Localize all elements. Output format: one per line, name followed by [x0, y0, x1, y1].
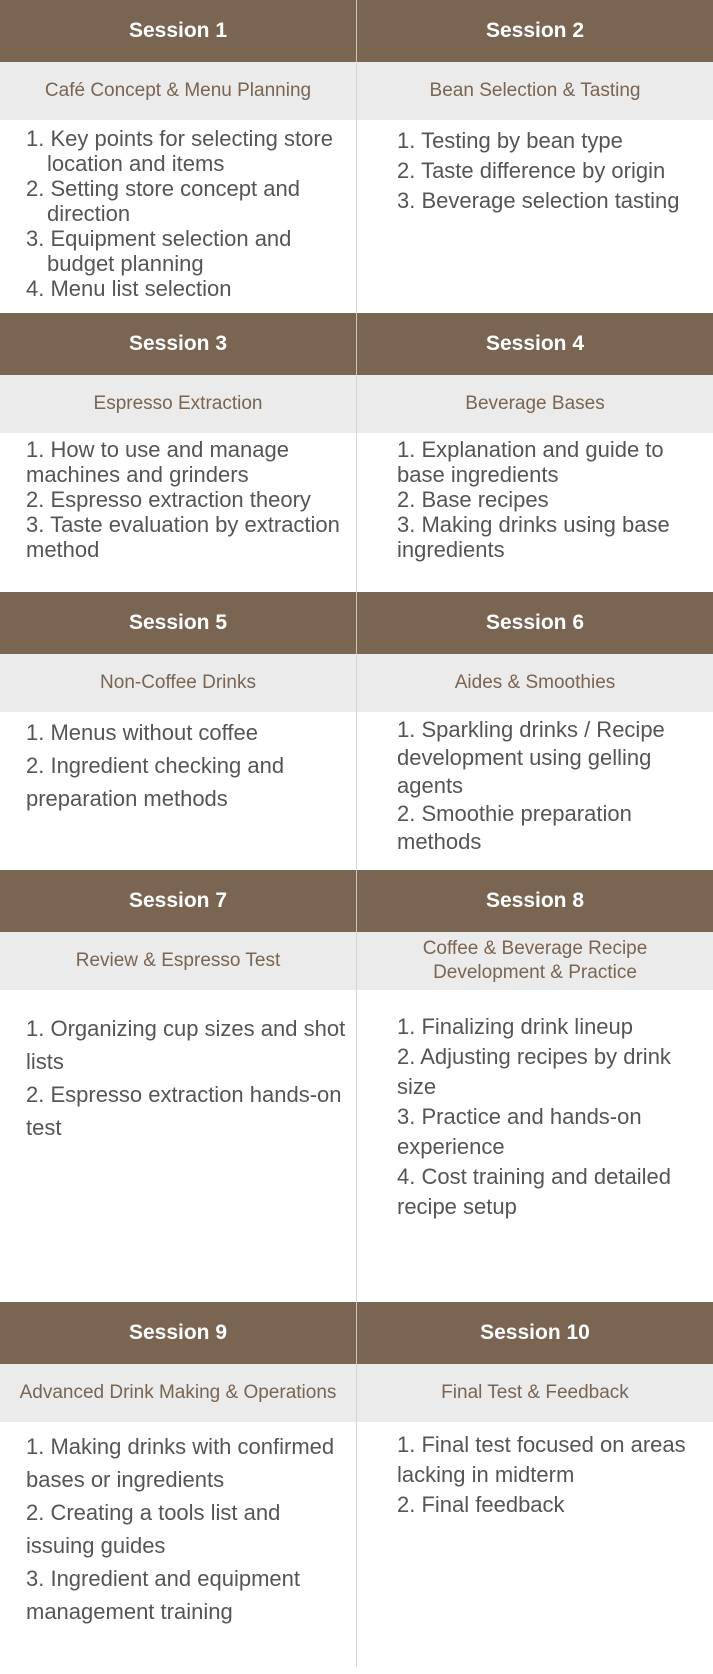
session-4-body — [356, 433, 713, 592]
list-item: 2. Espresso extraction theory — [26, 487, 311, 512]
session-2-title: Session 2 — [356, 0, 713, 62]
list-item: 2. Final feedback — [397, 1492, 565, 1517]
list-item: 1. How to use and manage machines and grinders — [26, 437, 289, 487]
session-10-subtitle: Final Test & Feedback — [356, 1364, 713, 1422]
list-item: 1. Making drinks with confirmed bases or ingredients — [26, 1434, 335, 1492]
list-item: 2. Base recipes — [397, 487, 549, 512]
list-item: 2. Adjusting recipes by drink size — [397, 1044, 671, 1099]
list-item: 2. Ingredient checking and preparation methods — [26, 753, 285, 811]
session-7-body — [0, 990, 356, 1302]
list-item: 4. Cost training and detailed recipe setup — [397, 1164, 671, 1219]
session-6-title: Session 6 — [356, 592, 713, 654]
list-item: 2. Setting store concept and direction — [26, 176, 300, 226]
list-item: 4. Menu list selection — [26, 276, 232, 301]
session-5-title: Session 5 — [0, 592, 356, 654]
list-item: 3. Taste evaluation by extraction method — [26, 512, 340, 562]
session-1-subtitle: Café Concept & Menu Planning — [0, 62, 356, 120]
session-8-subtitle: Coffee & Beverage Recipe Development & Practice — [356, 932, 713, 990]
list-item: 3. Practice and hands-on experience — [397, 1104, 642, 1159]
session-1-body — [0, 120, 356, 313]
session-10-body — [356, 1422, 713, 1667]
session-row-3 — [0, 592, 713, 654]
session-7-title: Session 7 — [0, 870, 356, 932]
session-4-title: Session 4 — [356, 313, 713, 375]
session-row-5 — [0, 1302, 713, 1364]
session-row-2 — [0, 313, 713, 375]
session-3-title: Session 3 — [0, 313, 356, 375]
list-item: 1. Final test focused on areas lacking in midterm — [397, 1432, 686, 1487]
session-8-body — [356, 990, 713, 1302]
session-9-title: Session 9 — [0, 1302, 356, 1364]
list-item: 2. Smoothie preparation methods — [397, 801, 632, 854]
list-item: 3. Beverage selection tasting — [397, 188, 680, 213]
list-item: 3. Ingredient and equipment management training — [26, 1566, 300, 1624]
list-item: 3. Equipment selection and budget planning — [26, 226, 292, 276]
list-item: 2. Espresso extraction hands-on test — [26, 1082, 342, 1140]
session-5-subtitle: Non-Coffee Drinks — [0, 654, 356, 712]
session-6-body — [356, 712, 713, 870]
list-item: 2. Taste difference by origin — [397, 158, 666, 183]
session-3-subtitle: Espresso Extraction — [0, 375, 356, 433]
session-1-title: Session 1 — [0, 0, 356, 62]
list-item: 1. Explanation and guide to base ingredients — [397, 437, 664, 487]
list-item: 1. Organizing cup sizes and shot lists — [26, 1016, 346, 1074]
session-4-subtitle: Beverage Bases — [356, 375, 713, 433]
session-10-title: Session 10 — [356, 1302, 713, 1364]
session-row-1 — [0, 0, 713, 62]
session-7-subtitle: Review & Espresso Test — [0, 932, 356, 990]
session-9-body — [0, 1422, 356, 1667]
session-2-subtitle: Bean Selection & Tasting — [356, 62, 713, 120]
session-5-body — [0, 712, 356, 870]
session-9-subtitle: Advanced Drink Making & Operations — [0, 1364, 356, 1422]
list-item: 1. Key points for selecting store location and items — [26, 126, 333, 176]
list-item: 1. Testing by bean type — [397, 128, 623, 153]
list-item: 1. Sparkling drinks / Recipe development using gelling agents — [397, 717, 665, 798]
list-item: 1. Menus without coffee — [26, 720, 258, 745]
session-row-4 — [0, 870, 713, 932]
session-8-title: Session 8 — [356, 870, 713, 932]
list-item: 1. Finalizing drink lineup — [397, 1014, 634, 1039]
session-2-body — [356, 120, 713, 313]
list-item: 2. Creating a tools list and issuing guides — [26, 1500, 281, 1558]
session-6-subtitle: Aides & Smoothies — [356, 654, 713, 712]
session-3-body — [0, 433, 356, 592]
list-item: 3. Making drinks using base ingredients — [397, 512, 670, 562]
